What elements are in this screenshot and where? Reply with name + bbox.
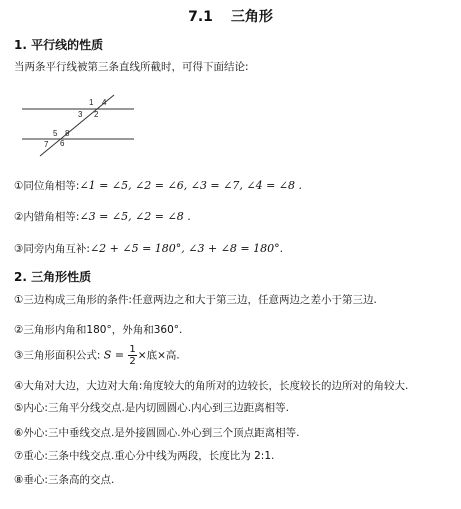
section2-item-6: ⑥外心:三中垂线交点.是外接圆圆心.外心到三个顶点距离相等. — [14, 427, 300, 439]
angle-label-8: 8 — [65, 129, 70, 138]
angle-label-7: 7 — [44, 140, 49, 149]
angle-label-2: 2 — [94, 110, 99, 119]
section2-item-5: ⑤内心:三角平分线交点.是内切圆圆心.内心到三边距离相等. — [14, 402, 289, 414]
angle-label-3: 3 — [78, 110, 83, 119]
section2-item-1: ①三边构成三角形的条件:任意两边之和大于第三边，任意两边之差小于第三边. — [14, 294, 377, 306]
section2-item-3: ③三角形面积公式: S = $\frac{1}{2}$ ×底×高. — [14, 344, 180, 367]
section1-item-2: ②内错角相等:∠3 = ∠5, ∠2 = ∠8 . — [14, 210, 191, 223]
angle-label-5: 5 — [53, 129, 58, 138]
section2-item-4: ④大角对大边，大边对大角:角度较大的角所对的边较长，长度较长的边所对的角较大. — [14, 380, 409, 392]
page-title — [0, 6, 461, 26]
section1-heading: 1. 平行线的性质 — [14, 38, 104, 52]
section2-item-8: ⑧垂心:三条高的交点. — [14, 474, 115, 486]
title-number: 7.1 — [188, 9, 213, 25]
section1-intro: 当两条平行线被第三条直线所截时，可得下面结论: — [14, 61, 249, 73]
section1-item-1: ①同位角相等:∠1 = ∠5, ∠2 = ∠6, ∠3 = ∠7, ∠4 = ∠8 . — [14, 179, 302, 192]
section2-item-2: ②三角形内角和180°，外角和360°. — [14, 324, 183, 336]
angle-label-1: 1 — [89, 98, 94, 107]
section2-item-7: ⑦重心:三条中线交点.重心分中线为两段，长度比为 2:1. — [14, 450, 275, 462]
fraction-one-half: $\frac{1}{2}$ — [129, 344, 136, 367]
angle-label-6: 6 — [60, 139, 65, 148]
section1-item-3: ③同旁内角互补:∠2 + ∠5 = 180°, ∠3 + ∠8 = 180°. — [14, 242, 284, 255]
title-text: 三角形 — [230, 9, 273, 25]
parallel-lines-figure — [18, 92, 138, 158]
section2-heading: 2. 三角形性质 — [14, 270, 92, 284]
angle-label-4: 4 — [102, 98, 107, 107]
